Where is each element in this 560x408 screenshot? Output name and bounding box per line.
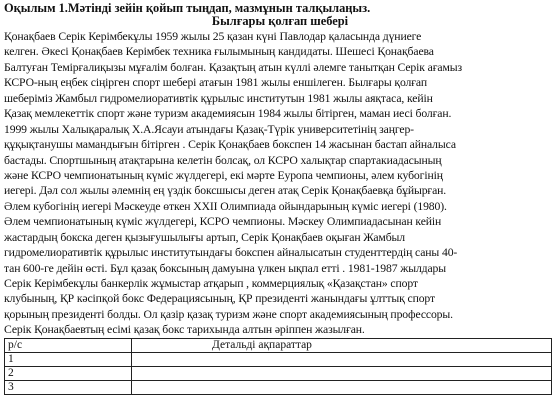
body-line: Әлем чемпионатының күміс жүлдегері, КСРО чемпионы. Мәскеу Олимпиадасынан кейін [4, 215, 442, 229]
table-row [5, 367, 552, 381]
text-title: Былғары қолғап шебері [211, 14, 349, 28]
details-table [4, 338, 552, 395]
body-line: КСРО-ның еңбек сіңірген спорт шебері атағын 1981 жылы еншілеген. Былғары қолғап [4, 76, 427, 90]
table-header-number: р/с [5, 339, 132, 353]
table-row [5, 381, 552, 395]
body-line: Серік Қонақбаевтың есімі қазақ бокс тарихында алтын әріппен жазылған. [4, 323, 365, 337]
table-header-details: Детальді ақпараттар [132, 339, 552, 353]
table-cell-details[interactable] [132, 381, 552, 395]
body-line: құқықтанушы мамандығын бітірген . Серік Қонақбаев бокспен 14 жасынан бастап айналыса [4, 138, 456, 152]
table-cell-number: 2 [5, 367, 132, 381]
body-line: келген. Әкесі Қонақбаев Керімбек техника ғылымының кандидаты. Шешесі Қонақбаева [4, 45, 434, 59]
body-line: және КСРО чемпионатының күміс жүлдегері, екі мәрте Еуропа чемпионы, әлем кубогінің [4, 168, 443, 182]
body-line: шеберіміз Жамбыл гидромелиоративтік құрылыс институтын 1981 жылы аяқтаса, кейін [4, 91, 433, 105]
body-line: тан 600-ге дейін өсті. Бұл қазақ боксының дамуына үлкен ықпал етті . 1981-1987 жылдары [4, 261, 447, 275]
table-header-row [5, 339, 552, 353]
body-line: Қонақбаев Серік Керімбекұлы 1959 жылы 25 қазан күні Павлодар қаласында дүниеге [4, 30, 422, 43]
task-heading: Оқылым 1.Мәтінді зейін қойып тыңдап, мазмұнын талқылаңыз. [4, 1, 371, 15]
body-line: иегері. Дәл сол жылы әлемнің ең үздік боксшысы деген атақ Серік Қонақбаевқа бұйырған. [4, 184, 447, 198]
body-line: Серік Керімбекұлы банкерлік жұмыстар атқарып , коммерциялық «Қазақстан» спорт [4, 277, 418, 290]
table-row [5, 353, 552, 367]
table-cell-details[interactable] [132, 367, 552, 381]
body-line: 1999 жылы Халықаралық Х.А.Ясауи атындағы Қазақ-Түрік университетінің заңгер- [4, 122, 414, 136]
body-line: клубының, ҚР кәсіпқой бокс Федерациясының, ҚР президенті жанындағы ұлттық спорт [4, 292, 435, 306]
text-body [4, 29, 556, 338]
body-line: гидромелиоративтік құрылыс институтындағы бокспен айналысатын студенттердің саны 40- [4, 246, 458, 260]
body-line: қорының президенті болды. Ол қазір қазақ туризм және спорт академиясының профессоры. [4, 307, 453, 321]
body-line: Балтуған Темірғалиқызы мұғалім болған. Қазақтың атын күллі әлемге танытқан Серік ағамыз [4, 60, 462, 74]
table-cell-number: 3 [5, 381, 132, 395]
table-cell-details[interactable] [132, 353, 552, 367]
body-line: Әлем кубогінің иегері Мәскеуде өткен XXII Олимпиада ойындарының күміс иегері (1980). [4, 199, 447, 213]
body-line: жастардың бокска деген қызығушылығы артып, Серік Қонақбаев оқыған Жамбыл [4, 230, 405, 244]
body-line: бастады. Спортшының атақтарына келетін болсақ, ол КСРО халықтар спартакиадасының [4, 153, 442, 167]
body-line: Қазақ мемлекеттік спорт және туризм академиясын 1984 жылы бітірген, маман иесі болған. [4, 107, 452, 121]
table-cell-number: 1 [5, 353, 132, 367]
